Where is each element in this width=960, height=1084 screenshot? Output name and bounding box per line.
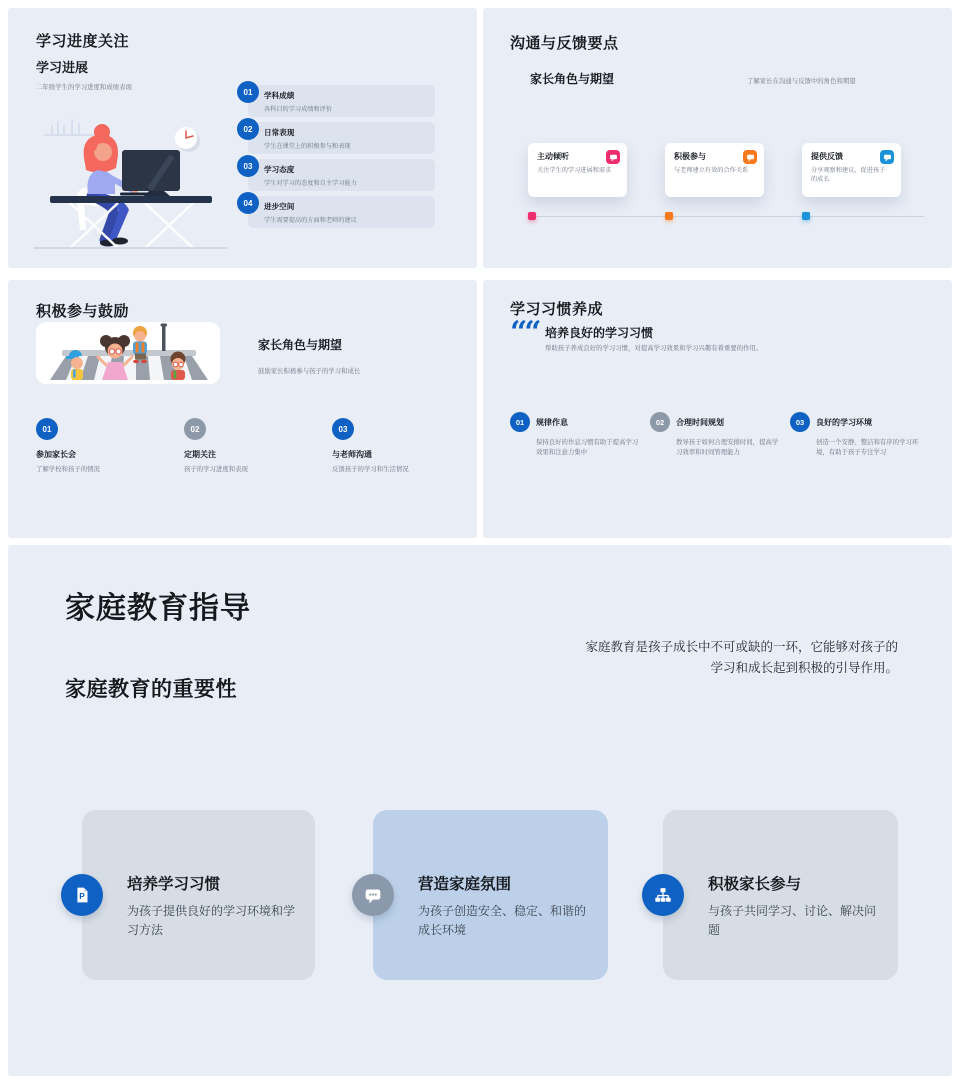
card-title: 提供反馈 [811,152,843,161]
timeline-line [528,216,924,217]
slide3-heading: 家长角色与期望 [258,338,343,352]
slide4-title: 学习习惯养成 [510,301,604,318]
card-description: 分享观察和建议，促进孩子的成长 [811,167,886,184]
habit-description: 保持良好的作息习惯有助于提高学习效果和注意力集中 [536,439,639,457]
slide-family-education-guide[interactable] [8,545,952,1076]
step-item [36,418,176,473]
habit-item [790,412,922,459]
step-number-badge: 01 [36,418,58,440]
habit-item [650,412,782,459]
step-number-badge: 03 [237,155,259,177]
card-title: 积极家长参与 [708,876,802,893]
step-title: 定期关注 [184,450,216,459]
step-description: 了解学校和孩子的情况 [36,466,100,473]
timeline-dot [665,212,673,220]
chat-bubble-icon [743,150,757,164]
quote-mark-icon: ““ [510,315,539,350]
slide2-title: 沟通与反馈要点 [510,35,619,52]
feedback-card [528,143,627,197]
slide4-heading: 培养良好的学习习惯 [545,326,654,340]
step-number-badge: 03 [790,412,810,432]
slide4-description: 帮助孩子养成良好的学习习惯，对提高学习效果和学习兴趣有着重要的作用。 [545,345,763,352]
slide-thumbnail-learning-progress[interactable] [8,8,477,268]
slide1-subtitle: 学习进展 [36,60,89,75]
card-title: 营造家庭氛围 [418,876,512,893]
org-chart-icon [642,874,684,916]
slide-thumbnail-communication-feedback[interactable] [483,8,952,268]
item-title: 学科成绩 [264,91,295,100]
habit-title: 良好的学习环境 [816,417,872,427]
item-description: 学生对学习的态度和自主学习能力 [264,179,357,187]
feedback-card [665,143,764,197]
card-description: 为孩子提供良好的学习环境和学习方法 [127,904,296,938]
step-title: 参加家长会 [36,450,76,459]
card-description: 与老师建立有效的合作关系 [674,167,749,174]
timeline-dot [528,212,536,220]
item-title: 学习态度 [264,165,295,174]
feedback-card [802,143,901,197]
habit-item [510,412,642,459]
card-description: 为孩子创造安全、稳定、和谐的成长环境 [418,904,587,938]
chat-bubble-icon [606,150,620,164]
habit-description: 创造一个安静、整洁和有序的学习环境，有助于孩子专注学习 [816,439,919,457]
item-title: 进步空间 [264,202,295,211]
slide3-title: 积极参与鼓励 [36,303,130,320]
slide1-description: 二年级学生的学习进度和成绩表现 [36,84,132,91]
slide3-description: 鼓励家长积极参与孩子的学习和成长 [258,368,361,375]
habit-title: 合理时间规划 [676,417,724,427]
step-item [332,418,472,473]
list-item [243,159,435,191]
slide5-intro: 家庭教育是孩子成长中不可或缺的一环，它能够对孩子的学习和成长起到积极的引导作用。 [585,640,898,675]
step-title: 与老师沟通 [332,450,372,459]
step-number-badge: 01 [510,412,530,432]
slide5-title: 家庭教育指导 [65,592,251,625]
item-description: 学生在课堂上的积极参与和表现 [264,142,351,150]
timeline-dot [802,212,810,220]
habit-description: 教导孩子如何合理安排时间，提高学习效率和时间管理能力 [676,439,779,457]
slide-thumbnail-active-participation[interactable] [8,280,477,538]
card-title: 积极参与 [674,152,706,161]
card-description: 关注学生的学习进展和需求 [537,167,612,174]
list-item [243,196,435,228]
item-title: 日常表现 [264,128,295,137]
item-description: 学生需要提高的方面和老师的建议 [264,216,357,224]
card-description: 与孩子共同学习、讨论、解决问题 [708,904,877,938]
item-description: 各科目的学习成绩和评价 [264,105,333,113]
slide2-subtitle: 家长角色与期望 [530,72,615,86]
importance-card [373,810,608,980]
slide5-heading: 家庭教育的重要性 [65,678,237,701]
importance-card [82,810,315,980]
importance-card [663,810,898,980]
step-number-badge: 04 [237,192,259,214]
card-title: 主动倾听 [537,152,569,161]
step-number-badge: 03 [332,418,354,440]
step-number-badge: 01 [237,81,259,103]
woman-at-desk-illustration [22,100,237,255]
habit-title: 规律作息 [536,417,568,427]
step-number-badge: 02 [237,118,259,140]
card-title: 培养学习习惯 [127,876,221,893]
list-item [243,122,435,154]
list-item [243,85,435,117]
svg-text:P: P [79,892,85,902]
speech-dots-icon [352,874,394,916]
children-illustration [36,322,220,384]
step-description: 反馈孩子的学习和生活情况 [332,466,409,473]
step-number-badge: 02 [650,412,670,432]
slide2-note: 了解家长在沟通与反馈中的角色和期望 [747,78,856,85]
step-number-badge: 02 [184,418,206,440]
slide-thumbnail-study-habits[interactable] [483,280,952,538]
chat-bubble-icon [880,150,894,164]
slide1-title: 学习进度关注 [36,33,130,50]
step-description: 孩子的学习进度和表现 [184,466,248,473]
step-item [184,418,324,473]
document-p-icon [61,874,103,916]
